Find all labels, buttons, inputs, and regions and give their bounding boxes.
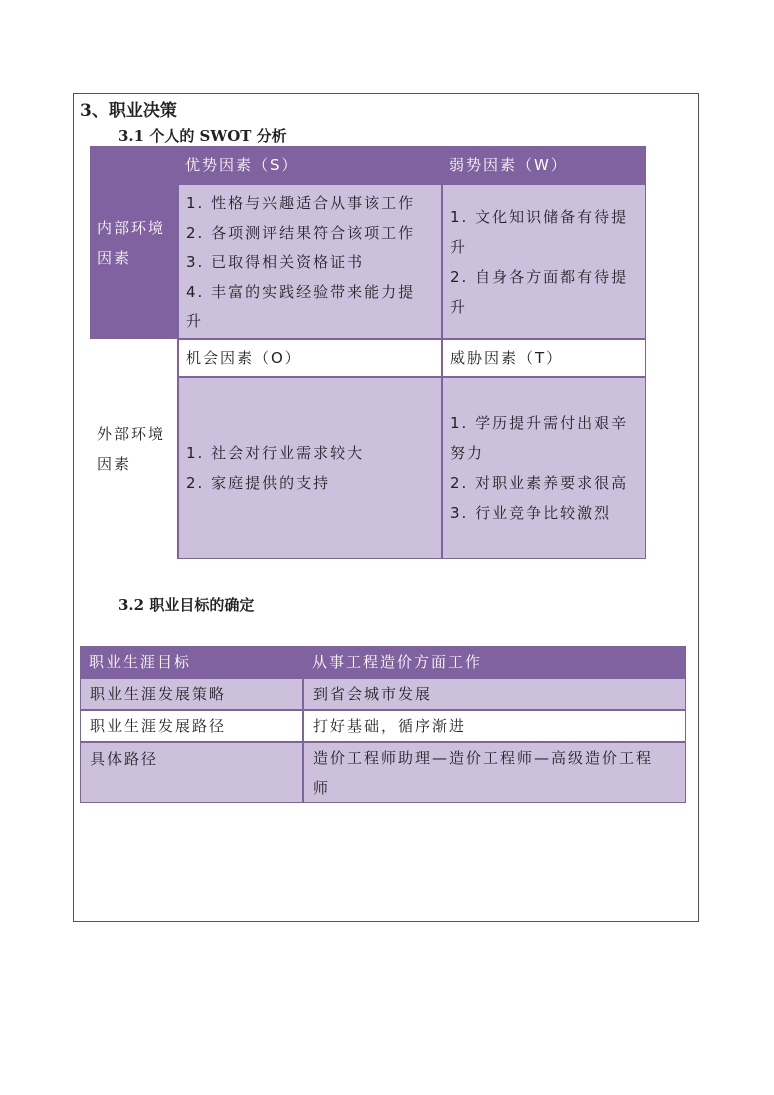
weaknesses-cell bbox=[442, 184, 646, 339]
goal-row-value: 从事工程造价方面工作 bbox=[303, 646, 686, 678]
goal-row-label: 职业生涯目标 bbox=[80, 646, 303, 678]
internal-label-line: 因素 bbox=[97, 248, 132, 267]
opportunities-cell bbox=[178, 377, 442, 559]
weakness-item: 升 bbox=[450, 237, 468, 256]
opportunity-item: 2. 家庭提供的支持 bbox=[186, 474, 331, 492]
goal-row-label: 具体路径 bbox=[80, 742, 303, 803]
strength-item: 4. 丰富的实践经验带来能力提 bbox=[186, 282, 416, 301]
threat-item: 2. 对职业素养要求很高 bbox=[450, 474, 629, 492]
path-line: 师 bbox=[313, 779, 331, 797]
weaknesses-header: 弱势因素（W） bbox=[442, 146, 646, 184]
weakness-item: 升 bbox=[450, 297, 468, 316]
swot-heading: 3.1 个人的 SWOT 分析 bbox=[118, 127, 287, 145]
threats-cell bbox=[442, 377, 646, 559]
external-label-line: 外部环境 bbox=[97, 425, 166, 443]
internal-label-line: 内部环境 bbox=[97, 218, 166, 237]
goal-heading: 3.2 职业目标的确定 bbox=[118, 596, 255, 614]
weakness-item: 2. 自身各方面都有待提 bbox=[450, 267, 629, 286]
weakness-item: 1. 文化知识储备有待提 bbox=[450, 207, 629, 226]
strengths-cell bbox=[178, 184, 442, 339]
threats-header: 威胁因素（T） bbox=[442, 339, 646, 377]
external-label-line: 因素 bbox=[97, 455, 132, 473]
goal-row-value bbox=[303, 742, 686, 803]
path-line: 造价工程师助理—造价工程师—高级造价工程 bbox=[313, 749, 654, 767]
opportunities-header: 机会因素（O） bbox=[178, 339, 442, 377]
threat-item: 3. 行业竞争比较激烈 bbox=[450, 504, 612, 522]
internal-factors-label bbox=[90, 146, 178, 339]
strength-item: 1. 性格与兴趣适合从事该工作 bbox=[186, 194, 416, 212]
external-factors-label bbox=[90, 339, 178, 559]
opportunity-item: 1. 社会对行业需求较大 bbox=[186, 444, 365, 462]
strength-item: 3. 已取得相关资格证书 bbox=[186, 253, 365, 271]
goal-row-value: 到省会城市发展 bbox=[303, 678, 686, 710]
strength-item: 升 bbox=[186, 312, 204, 330]
section-title: 3、职业决策 bbox=[80, 101, 177, 121]
goal-row-label: 职业生涯发展策略 bbox=[80, 678, 303, 710]
threat-item: 努力 bbox=[450, 444, 485, 462]
strengths-header: 优势因素（S） bbox=[178, 146, 442, 184]
goal-row-value: 打好基础，循序渐进 bbox=[303, 710, 686, 742]
strength-item: 2. 各项测评结果符合该项工作 bbox=[186, 223, 416, 242]
goal-row-label: 职业生涯发展路径 bbox=[80, 710, 303, 742]
threat-item: 1. 学历提升需付出艰辛 bbox=[450, 414, 629, 432]
